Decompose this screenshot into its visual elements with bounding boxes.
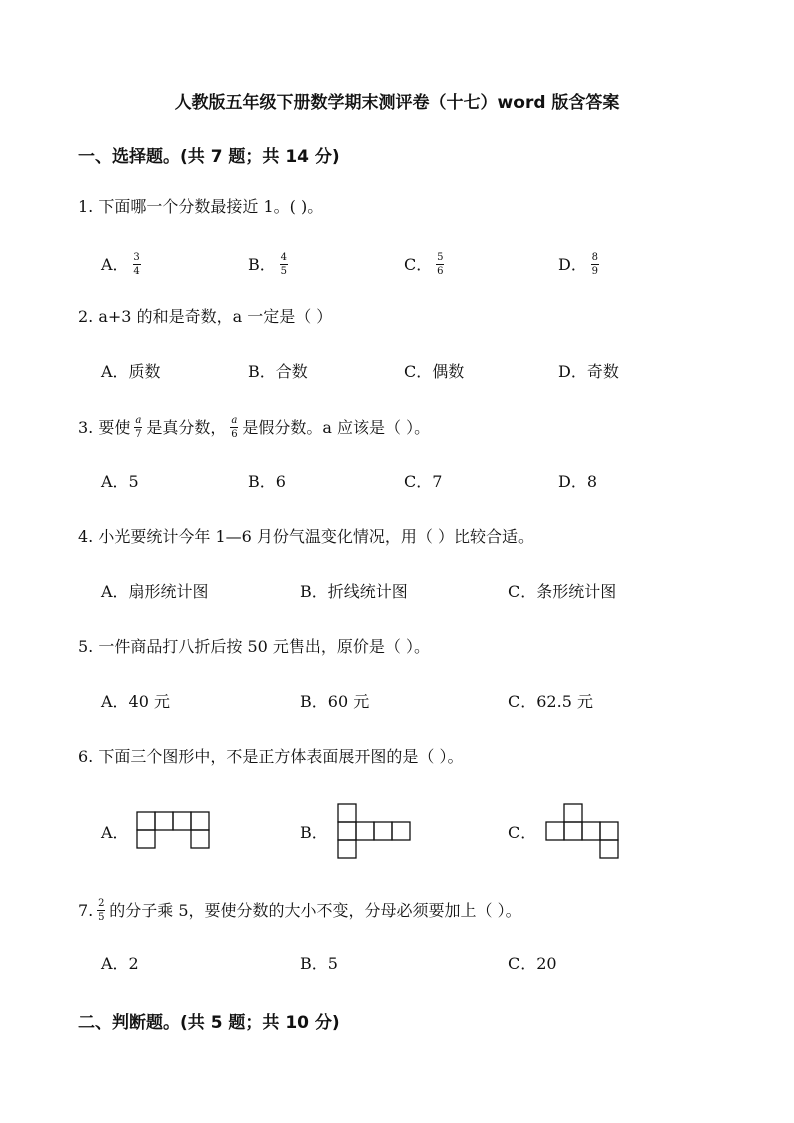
net-c-square — [564, 822, 582, 840]
net-b-square — [356, 822, 374, 840]
net-b-square — [374, 822, 392, 840]
question-3: 3. 要使 $\frac{a}{7}$ 是真分数， $\frac{a}{6}$ 是假分数。a 应该是（ ）。 — [78, 415, 431, 440]
q4-option-c: C．条形统计图 — [508, 582, 617, 601]
question-2: 2. a+3 的和是奇数，a 一定是（ ） — [78, 307, 333, 326]
net-c-square — [600, 840, 618, 858]
question-1: 1. 下面哪一个分数最接近 1。( )。 — [78, 197, 324, 216]
q3-option-d: D．8 — [558, 472, 598, 491]
q6-option-b-label: B． — [300, 823, 328, 842]
q1-option-a: A． $\frac{3}{4}$ — [101, 252, 140, 277]
q1-option-c: C． $\frac{5}{6}$ — [404, 252, 444, 277]
q7-fraction: $\frac{2}{5}$ — [98, 898, 105, 923]
q4-option-a: A．扇形统计图 — [101, 582, 209, 601]
question-7: 7. $\frac{2}{5}$ 的分子乘 5，要使分数的大小不变，分母必须要加上（ ）。 — [78, 898, 522, 923]
q1-fraction-b: $\frac{4}{5}$ — [280, 252, 287, 277]
q1-fraction-c: $\frac{5}{6}$ — [437, 252, 444, 277]
q7-option-a: A．2 — [101, 954, 139, 973]
q2-option-c: C．偶数 — [404, 362, 465, 381]
document-title: 人教版五年级下册数学期末测评卷（十七）word 版含答案 — [174, 93, 620, 113]
cube-net-b — [336, 802, 412, 860]
net-a-square — [137, 812, 155, 830]
net-a-square — [155, 812, 173, 830]
q1-option-d: D． $\frac{8}{9}$ — [558, 252, 599, 277]
net-b-square — [338, 822, 356, 840]
net-a-square — [137, 830, 155, 848]
section-heading-judgment: 二、判断题。(共 5 题；共 10 分) — [78, 1013, 340, 1033]
net-b-square — [338, 804, 356, 822]
q6-option-c-label: C． — [508, 823, 537, 842]
question-6: 6. 下面三个图形中，不是正方体表面展开图的是（ ）。 — [78, 747, 464, 766]
q3-option-b: B．6 — [248, 472, 286, 491]
q5-option-b: B．60 元 — [300, 692, 370, 711]
q5-option-c: C．62.5 元 — [508, 692, 593, 711]
q7-option-c: C．20 — [508, 954, 557, 973]
q1-fraction-a: $\frac{3}{4}$ — [133, 252, 140, 277]
q6-option-a-label: A． — [101, 823, 129, 842]
question-5: 5. 一件商品打八折后按 50 元售出，原价是（ ）。 — [78, 637, 430, 656]
q2-option-b: B．合数 — [248, 362, 308, 381]
q3-fraction-a-7: $\frac{a}{7}$ — [135, 415, 142, 440]
q3-option-a: A．5 — [101, 472, 139, 491]
net-c-square — [564, 804, 582, 822]
net-c-square — [600, 822, 618, 840]
net-a-square — [191, 812, 209, 830]
net-c-square — [582, 822, 600, 840]
cube-net-c — [544, 802, 620, 860]
q3-fraction-a-6: $\frac{a}{6}$ — [231, 415, 238, 440]
q7-option-b: B．5 — [300, 954, 338, 973]
cube-net-a — [136, 810, 210, 850]
q4-option-b: B．折线统计图 — [300, 582, 408, 601]
q2-option-a: A．质数 — [101, 362, 161, 381]
net-c-square — [546, 822, 564, 840]
q2-option-d: D．奇数 — [558, 362, 619, 381]
q1-fraction-d: $\frac{8}{9}$ — [591, 252, 599, 277]
question-4: 4. 小光要统计今年 1—6 月份气温变化情况，用（ ）比较合适。 — [78, 527, 534, 546]
net-a-square — [173, 812, 191, 830]
net-b-square — [392, 822, 410, 840]
net-b-square — [338, 840, 356, 858]
q1-option-b: B． $\frac{4}{5}$ — [248, 252, 287, 277]
q5-option-a: A．40 元 — [101, 692, 171, 711]
net-a-square — [191, 830, 209, 848]
q3-option-c: C．7 — [404, 472, 443, 491]
section-heading-choice: 一、选择题。(共 7 题；共 14 分) — [78, 147, 340, 167]
